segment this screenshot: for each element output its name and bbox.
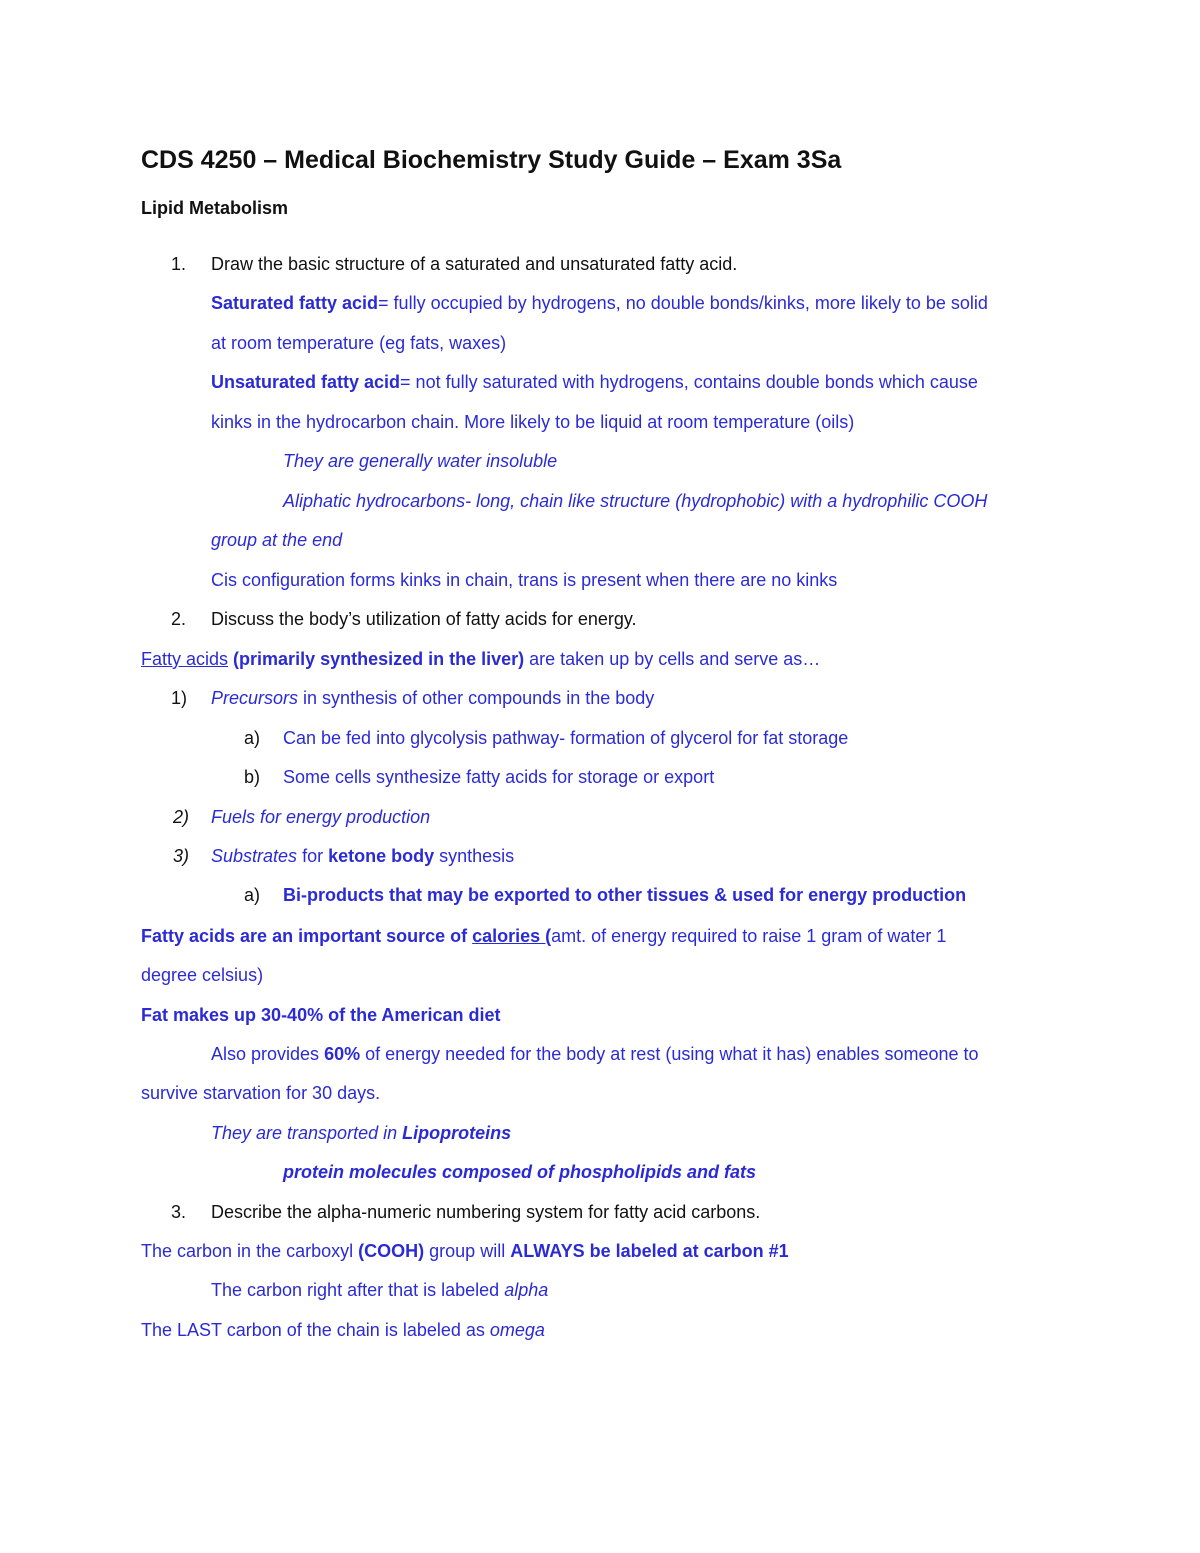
- intro-rest: are taken up by cells and serve as…: [529, 649, 821, 669]
- carbon-1-statement: [141, 1239, 789, 1263]
- american-diet-statement: [141, 1003, 500, 1027]
- alpha-text: The carbon right after that is labeled: [211, 1280, 500, 1300]
- unsaturated-term: Unsaturated fatty acid: [211, 372, 401, 392]
- item-1a-text: Can be fed into glycolysis pathway- formation of glycerol for fat storage: [283, 728, 849, 748]
- item-1b-text: Some cells synthesize fatty acids for storage or export: [283, 767, 715, 787]
- substrates-term: Substrates: [211, 846, 298, 866]
- precursors-desc: in synthesis of other compounds in the body: [303, 688, 655, 708]
- carbon-1-a: The carbon in the carboxyl: [141, 1241, 354, 1261]
- item-1a-number: a): [244, 728, 261, 748]
- saturated-term: Saturated fatty acid: [211, 293, 379, 313]
- precursors-term: Precursors: [211, 688, 299, 708]
- alpha-term: alpha: [504, 1280, 549, 1300]
- item-1b-number: b): [244, 767, 261, 787]
- unsaturated-definition: [211, 370, 978, 394]
- item-1-number: 1): [171, 688, 188, 708]
- alpha-statement: [211, 1278, 548, 1302]
- cooh-term: (COOH): [358, 1241, 425, 1261]
- energy-text-c: of energy needed for the body at rest (using what it has) enables someone to: [365, 1044, 979, 1064]
- ketone-body-term: ketone body: [328, 846, 435, 866]
- cis-trans-note: Cis configuration forms kinks in chain, trans is present when there are no kinks: [211, 570, 838, 590]
- unsaturated-line-2: kinks in the hydrocarbon chain. More likely to be liquid at room temperature (oils): [211, 412, 855, 432]
- energy-text-a: Also provides: [211, 1044, 320, 1064]
- calories-bold: Fatty acids are an important source of: [141, 926, 468, 946]
- transport-text: They are transported in: [211, 1123, 398, 1143]
- calories-term: calories (: [472, 926, 552, 946]
- water-insoluble-note: They are generally water insoluble: [283, 451, 558, 471]
- transport-statement: [211, 1121, 511, 1145]
- question-1-number: 1.: [171, 254, 187, 274]
- saturated-line-2: at room temperature (eg fats, waxes): [211, 333, 507, 353]
- energy-at-rest-statement: [211, 1042, 979, 1066]
- substrates-rest: synthesis: [439, 846, 515, 866]
- carbon-1-c: group will: [429, 1241, 506, 1261]
- omega-term: omega: [489, 1320, 545, 1340]
- omega-statement: [141, 1318, 545, 1342]
- fatty-acids-intro: [141, 647, 820, 671]
- item-1-text: [211, 686, 654, 710]
- page-title: CDS 4250 – Medical Biochemistry Study Guide – Exam 3Sa: [141, 146, 842, 174]
- aliphatic-note-line-2: group at the end: [211, 530, 343, 550]
- section-heading: Lipid Metabolism: [141, 198, 289, 218]
- saturated-desc: = fully occupied by hydrogens, no double bonds/kinks, more likely to be solid: [378, 293, 988, 313]
- question-3-number: 3.: [171, 1202, 187, 1222]
- question-2-text: Discuss the body’s utilization of fatty acids for energy.: [211, 609, 637, 629]
- starvation-line: survive starvation for 30 days.: [141, 1083, 381, 1103]
- fatty-acids-term: Fatty acids: [141, 649, 229, 669]
- item-2-text: Fuels for energy production: [211, 807, 431, 827]
- item-3a-number: a): [244, 885, 261, 905]
- carbon-1-d: ALWAYS be labeled at carbon #1: [510, 1241, 789, 1261]
- omega-text: The LAST carbon of the chain is labeled as: [141, 1320, 485, 1340]
- item-3-text: [211, 844, 514, 868]
- energy-percent: 60%: [324, 1044, 361, 1064]
- calories-desc: amt. of energy required to raise 1 gram of water 1: [551, 926, 947, 946]
- item-3-number: 3): [173, 846, 190, 866]
- diet-rest: of the American diet: [328, 1005, 501, 1025]
- item-3a-text: Bi-products that may be exported to other tissues & used for energy production: [283, 885, 967, 905]
- substrates-for: for: [302, 846, 324, 866]
- calories-statement: [141, 924, 946, 948]
- liver-note: (primarily synthesized in the liver): [233, 649, 525, 669]
- question-3-text: Describe the alpha-numeric numbering system for fatty acid carbons.: [211, 1202, 761, 1222]
- question-2-number: 2.: [171, 609, 187, 629]
- saturated-definition: [211, 291, 988, 315]
- aliphatic-note: Aliphatic hydrocarbons- long, chain like structure (hydrophobic) with a hydrophilic COOH: [283, 491, 988, 511]
- calories-line-2: degree celsius): [141, 965, 264, 985]
- diet-bold: Fat makes up 30-40%: [141, 1005, 324, 1025]
- item-2-number: 2): [173, 807, 190, 827]
- question-1-text: Draw the basic structure of a saturated and unsaturated fatty acid.: [211, 254, 738, 274]
- lipoproteins-term: Lipoproteins: [402, 1123, 512, 1143]
- unsaturated-desc: = not fully saturated with hydrogens, contains double bonds which cause: [400, 372, 978, 392]
- lipoprotein-definition: protein molecules composed of phospholipids and fats: [283, 1162, 757, 1182]
